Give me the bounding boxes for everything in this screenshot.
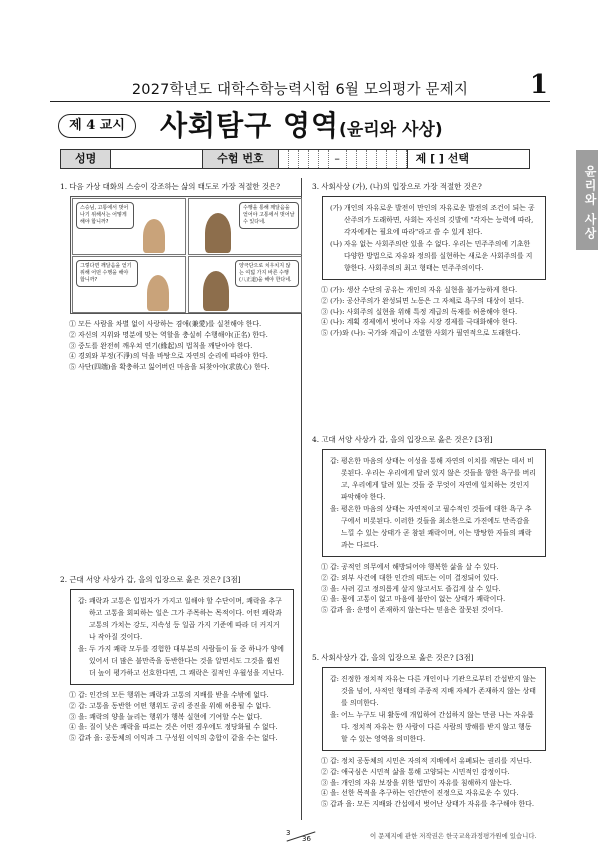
q2-option[interactable]: ④ 을: 질이 낮은 쾌락을 따르는 것은 어떤 경우에도 정당화될 수 없다. bbox=[69, 723, 278, 732]
q1-option[interactable]: ① 모든 사람을 차별 없이 사랑하는 겸애(兼愛)를 실천해야 한다. bbox=[69, 320, 262, 328]
comic-bubble: 수행을 통해 깨달음을 얻어야 고통에서 벗어날 수 있다네. bbox=[239, 202, 299, 229]
disciple-figure bbox=[147, 275, 169, 311]
passage-text: 평온한 마음의 상태는 자연적이고 필수적인 것들에 대한 욕구 추구에서 비롯된다. 이러한 것들을 최소한으로 가진에도 만족감을 느낄 수 있는 상태가 곧 참된 쾌락이며, 이는 방탕한 자들의 쾌락과는 다르다. bbox=[340, 505, 532, 549]
select-label: 제 [ ] 선택 bbox=[415, 152, 470, 165]
speaker-label: 갑: bbox=[330, 675, 339, 683]
q4-stem: 4. 고대 서양 사상가 갑, 을의 입장으로 옳은 것은? [3점] bbox=[312, 435, 493, 444]
left-column bbox=[60, 181, 296, 373]
page-current: 3 bbox=[286, 829, 291, 837]
right-column bbox=[312, 181, 548, 339]
subject-side-tab: 윤리와 사상 bbox=[576, 150, 598, 250]
left-column-lower bbox=[60, 574, 296, 744]
speaker-label: 을: bbox=[330, 505, 339, 513]
q1-option[interactable]: ② 자신의 지위와 명분에 맞는 역할을 충실히 수행해야(正名) 한다. bbox=[69, 330, 268, 339]
q5-stem: 5. 사회사상가 갑, 을의 입장으로 옳은 것은? [3점] bbox=[312, 653, 474, 662]
q2-option[interactable]: ③ 을: 쾌락의 양을 늘리는 행위가 행복 실현에 기여할 수는 없다. bbox=[69, 712, 263, 721]
q3-option[interactable]: ④ (나): 계획 경제에서 벗어나 자유 시장 경제를 극대화해야 한다. bbox=[321, 318, 518, 327]
speaker-label: 갑: bbox=[330, 457, 339, 465]
q5-option[interactable]: ② 갑: 애국심은 시민적 삶을 통해 고양되는 시민적인 감정이다. bbox=[321, 767, 510, 776]
page-total: 36 bbox=[302, 835, 311, 843]
q1-option[interactable]: ④ 경외와 부정(不淨)의 덕을 바탕으로 자연의 순리에 따라야 한다. bbox=[69, 352, 268, 361]
name-field[interactable] bbox=[111, 150, 203, 168]
q5-passage-box bbox=[322, 667, 546, 751]
q1-stem: 1. 다음 가상 대화의 스승이 강조하는 삶의 태도로 가장 적절한 것은? bbox=[60, 182, 281, 191]
q4-passage-box bbox=[322, 449, 546, 557]
page-number: 1 bbox=[529, 70, 548, 100]
passage-text: 두 가지 쾌락 모두를 경험한 대부분의 사람들이 둘 중 하나가 양에 있어서 더 많은 불만족을 동반한다는 것을 알면서도 그것을 훨씬 더 높이 평가하고 선호한다면, 그 쾌락은 질적인 우월성을 지닌다. bbox=[88, 645, 284, 677]
q5-options bbox=[312, 756, 548, 810]
copyright-note: 이 문제지에 관한 저작권은 한국교육과정평가원에 있습니다. bbox=[370, 832, 537, 840]
passage-text: 어느 누구도 내 활동에 개입하여 간섭하지 않는 만큼 나는 자유롭다. 정치적 자유는 한 사람이 다른 사람의 방해를 받지 않고 행동할 수 있는 영역을 의미한다. bbox=[340, 711, 534, 743]
q4-option[interactable]: ⑤ 갑과 을: 운명이 존재하지 않는다는 믿음은 잘못된 것이다. bbox=[321, 606, 504, 615]
area-name: 사회탐구 영역 bbox=[160, 109, 340, 142]
q3-option[interactable]: ① (가): 생산 수단의 공유는 개인의 자유 실현을 불가능하게 한다. bbox=[321, 286, 518, 294]
speaker-label: 갑: bbox=[78, 597, 87, 605]
comic-panel bbox=[188, 256, 302, 313]
speaker-label: 을: bbox=[78, 645, 87, 653]
q4-option[interactable]: ② 갑: 외부 사건에 대한 인간의 태도는 이미 결정되어 있다. bbox=[321, 573, 499, 582]
id-field[interactable] bbox=[279, 150, 408, 168]
subject-name: (윤리와 사상) bbox=[339, 120, 443, 140]
candidate-info-bar bbox=[60, 149, 530, 169]
right-column-lower bbox=[312, 652, 548, 810]
passage-text: 진정한 정치적 자유는 다른 개인이나 기관으로부터 간섭받지 않는 것을 넘어, 사적인 형태의 주종적 지배 자체가 존재하지 않는 상태를 의미한다. bbox=[340, 675, 537, 707]
q5-option[interactable]: ④ 을: 선한 목적을 추구하는 인간만이 진정으로 자유로운 수 있다. bbox=[321, 789, 519, 798]
page-counter bbox=[282, 829, 322, 845]
q2-option[interactable]: ⑤ 갑과 을: 공동체의 이익과 그 구성원 이익의 총합이 같을 수는 없다. bbox=[69, 734, 278, 743]
area-title bbox=[160, 104, 443, 144]
comic-bubble: 스승님, 고통에서 벗어나기 위해서는 어떻게 해야 합니까? bbox=[76, 202, 134, 229]
id-label: 수험 번호 bbox=[203, 150, 278, 168]
q3-option[interactable]: ⑤ (가)와 (나): 국가와 계급이 소멸한 사회가 필연적으로 도래한다. bbox=[321, 329, 521, 338]
q4-option[interactable]: ④ 을: 몸에 고통이 없고 마음에 불안이 없는 상태가 쾌락이다. bbox=[321, 595, 506, 604]
teacher-figure bbox=[203, 271, 229, 311]
id-dash: – bbox=[329, 150, 347, 168]
q4-option[interactable]: ① 갑: 공적인 의무에서 해방되어야 행복한 삶을 살 수 있다. bbox=[321, 563, 499, 571]
disciple-figure bbox=[143, 219, 165, 253]
q2-stem: 2. 근대 서양 사상가 갑, 을의 입장으로 옳은 것은? [3점] bbox=[60, 575, 241, 584]
teacher-figure bbox=[205, 213, 231, 253]
q5-option[interactable]: ⑤ 갑과 을: 모든 지배와 간섭에서 벗어난 상태가 자유를 추구해야 한다. bbox=[321, 800, 535, 809]
passage-label: (나) bbox=[330, 240, 343, 248]
comic-panel bbox=[188, 198, 302, 255]
comic-panel bbox=[72, 198, 186, 255]
q3-passage-box bbox=[322, 196, 546, 280]
passage-text: 개인의 자유로운 발전이 만인의 자유로운 발전의 조건이 되는 공산주의가 도래하면, 사회는 자신의 깃발에 "각자는 능력에 따라, 각자에게는 필요에 따라"라고 쓸 수 있게 된다. bbox=[344, 204, 535, 236]
name-label: 성명 bbox=[61, 150, 111, 168]
passage-text: 쾌락과 고통은 입법자가 가지고 일해야 할 수단이며, 쾌락을 추구하고 고통을 회피하는 일은 그가 주목하는 목적이다. 어떤 쾌락과 고통의 가치는 강도, 지속성 등 일곱 가지 기준에 따라 더 커지거나 작아질 것이다. bbox=[88, 597, 282, 641]
q2-passage-box bbox=[70, 589, 294, 685]
q2-option[interactable]: ① 갑: 인간의 모든 행위는 쾌락과 고통의 지배를 받을 수밖에 없다. bbox=[69, 691, 269, 699]
q2-option[interactable]: ② 갑: 고통을 동반한 어떤 행위도 공리 증진을 위해 허용될 수 없다. bbox=[69, 701, 271, 710]
q3-stem: 3. 사회사상 (가), (나)의 입장으로 가장 적절한 것은? bbox=[312, 182, 482, 191]
comic-bubble: 양극단으로 치우치지 않는 여덟 가지 바른 수행(八正道)을 해야 한다네. bbox=[235, 260, 299, 287]
q4-options bbox=[312, 562, 548, 616]
comic-panel bbox=[72, 256, 186, 313]
page-slash bbox=[287, 831, 316, 841]
period-badge: 제 4 교시 bbox=[58, 114, 136, 138]
q2-options bbox=[60, 690, 296, 744]
q3-option[interactable]: ③ (나): 사회주의 실현을 위해 특정 계급의 독재를 허용해야 한다. bbox=[321, 307, 518, 316]
exam-title: 2027학년도 대학수학능력시험 6월 모의평가 문제지 bbox=[131, 82, 469, 98]
q3-option[interactable]: ② (가): 공산주의가 완성되면 노동은 그 자체로 욕구의 대상이 된다. bbox=[321, 296, 524, 305]
header-rule bbox=[50, 101, 550, 102]
passage-label: (가) bbox=[330, 204, 343, 212]
speaker-label: 을: bbox=[330, 711, 339, 719]
q5-option[interactable]: ③ 을: 개인의 자유 보장을 위한 법만이 자유를 침해하지 않는다. bbox=[321, 778, 512, 787]
q3-options bbox=[312, 285, 548, 339]
passage-text: 평온한 마음의 상태는 이성을 통해 자연의 이치를 깨닫는 데서 비롯된다. 우리는 우리에게 달려 있지 않은 것들을 향한 욕구를 버리고, 우리에게 달려 있는 것들 중 무엇이 자연에 일치하는 것인지 파악해야 한다. bbox=[340, 457, 536, 501]
right-column-middle bbox=[312, 434, 548, 616]
q1-option[interactable]: ⑤ 사단(四端)을 확충하고 잃어버린 마음을 되찾아야(求放心) 한다. bbox=[69, 363, 270, 372]
q4-option[interactable]: ③ 을: 사려 깊고 정의롭게 살지 않고서도 즐겁게 살 수 있다. bbox=[321, 584, 501, 593]
q1-option[interactable]: ③ 중도를 완전히 깨우쳐 연기(緣起)의 법칙을 깨닫아야 한다. bbox=[69, 341, 253, 350]
passage-text: 자유 없는 사회주의란 있을 수 없다. 우리는 민주주의에 기초한 다양한 방법으로 자유와 정의를 실현하는 새로운 사회주의를 지향한다. 사회주의의 최고 형태는 민주주의이다. bbox=[344, 240, 533, 272]
q1-comic bbox=[70, 196, 302, 314]
comic-bubble: 그렇다면 깨달음을 얻기 위해 어떤 수행을 해야 합니까? bbox=[76, 260, 138, 287]
q1-options bbox=[60, 319, 296, 373]
q5-option[interactable]: ① 갑: 정치 공동체의 시민은 자의적 지배에서 유폐되는 권리를 지닌다. bbox=[321, 757, 532, 765]
